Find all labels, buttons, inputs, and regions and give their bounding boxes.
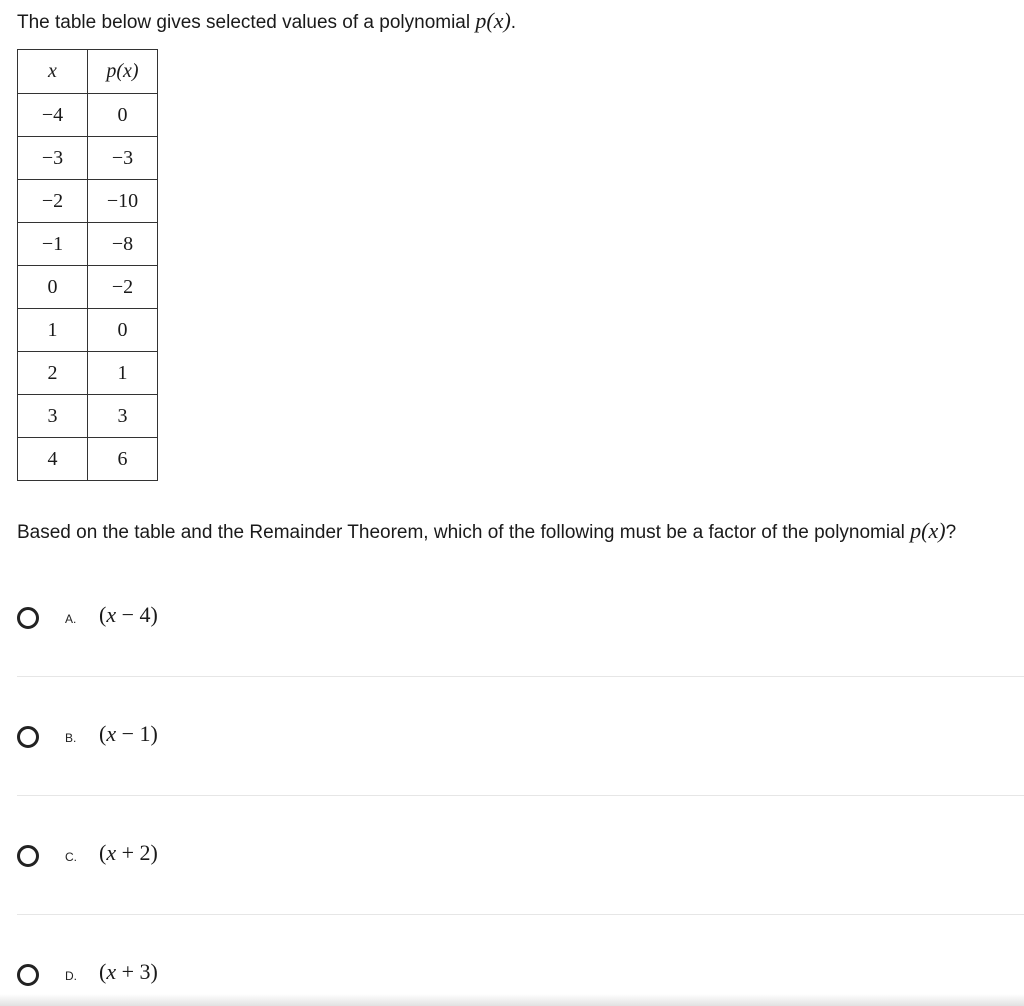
intro-function [475,8,510,33]
cell-p: 1 [88,352,158,395]
cell-x: 4 [18,438,88,481]
radio-button-b[interactable] [17,726,39,748]
expr-rest: − 1) [116,721,158,746]
question-text [17,518,956,546]
cell-p: −2 [88,266,158,309]
question-func-arg: (x) [921,518,946,543]
expr-var: x [106,840,117,865]
table-row [18,180,158,223]
bottom-shadow [0,994,1024,1006]
expr-open: ( [99,840,107,865]
choice-c[interactable] [17,796,1024,915]
cell-p: 6 [88,438,158,481]
table-row [18,137,158,180]
values-table [17,49,158,481]
choice-expression [99,840,158,866]
choice-d[interactable] [17,915,1024,1006]
cell-p: −3 [88,137,158,180]
header-px [88,50,158,94]
expr-var: x [106,959,117,984]
radio-button-a[interactable] [17,607,39,629]
question-function [910,518,945,543]
intro-text [17,8,516,36]
table-row [18,438,158,481]
table-row [18,352,158,395]
cell-x: −2 [18,180,88,223]
cell-p: 0 [88,309,158,352]
cell-p: 3 [88,395,158,438]
expr-open: ( [99,721,107,746]
cell-x: −3 [18,137,88,180]
choice-letter: B. [65,731,77,745]
expr-rest: + 3) [116,959,158,984]
question-mark: ? [945,522,957,543]
header-p-arg: (x) [116,60,139,82]
table-row [18,266,158,309]
header-x: x [18,50,88,94]
choice-b[interactable] [17,677,1024,796]
intro-period: . [510,12,517,33]
expr-var: x [106,721,117,746]
table-row [18,223,158,266]
table-row [18,395,158,438]
choice-a[interactable] [17,558,1024,677]
table-row [18,309,158,352]
choice-expression [99,602,158,628]
cell-x: 1 [18,309,88,352]
choice-expression [99,959,158,985]
expr-rest: − 4) [116,602,158,627]
radio-button-d[interactable] [17,964,39,986]
radio-button-c[interactable] [17,845,39,867]
question-func-name: p [910,518,922,543]
choice-letter: C. [65,850,77,864]
intro-sentence: The table below gives selected values of a polynomial [17,12,476,33]
cell-x: −1 [18,223,88,266]
cell-x: 2 [18,352,88,395]
intro-func-arg: (x) [486,8,511,33]
cell-x: 0 [18,266,88,309]
cell-p: 0 [88,94,158,137]
intro-func-name: p [475,8,487,33]
choice-letter: A. [65,612,77,626]
answer-choices [17,558,1024,1006]
expr-rest: + 2) [116,840,158,865]
cell-x: −4 [18,94,88,137]
expr-open: ( [99,602,107,627]
expr-open: ( [99,959,107,984]
expr-var: x [106,602,117,627]
choice-expression [99,721,158,747]
table-header-row [18,50,158,94]
cell-x: 3 [18,395,88,438]
table-row [18,94,158,137]
header-p-name: p [106,60,117,82]
cell-p: −8 [88,223,158,266]
question-sentence: Based on the table and the Remainder Theorem, which of the following must be a factor of the polynomial [17,522,911,543]
choice-letter: D. [65,969,77,983]
cell-p: −10 [88,180,158,223]
